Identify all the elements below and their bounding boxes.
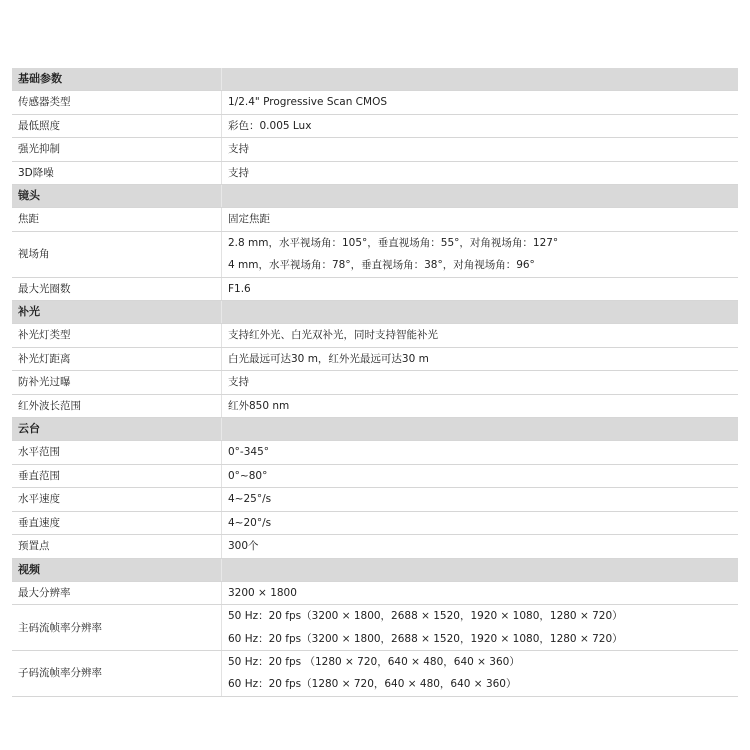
row-value: 300个 (222, 535, 739, 558)
table-row (12, 161, 738, 184)
row-label: 最低照度 (12, 114, 222, 137)
table-row (12, 114, 738, 137)
row-label: 传感器类型 (12, 91, 222, 114)
row-label: 垂直速度 (12, 511, 222, 534)
row-label: 强光抑制 (12, 138, 222, 161)
section-title: 视频 (12, 558, 222, 581)
row-value (222, 605, 739, 651)
table-row (12, 651, 738, 697)
table-row (12, 138, 738, 161)
row-value-line: 60 Hz：20 fps（1280 × 720，640 × 480，640 × 360） (228, 678, 517, 691)
table-row (12, 324, 738, 347)
section-title: 云台 (12, 418, 222, 441)
row-value: 4~20°/s (222, 511, 739, 534)
row-value (222, 231, 739, 277)
table-row (12, 441, 738, 464)
table-row (12, 208, 738, 231)
spec-table (12, 68, 738, 697)
row-label: 红外波长范围 (12, 394, 222, 417)
row-value (222, 651, 739, 697)
table-row (12, 581, 738, 604)
table-row (12, 488, 738, 511)
section-header-lens (12, 185, 738, 208)
row-label: 焦距 (12, 208, 222, 231)
table-row (12, 231, 738, 277)
row-value: 彩色：0.005 Lux (222, 114, 739, 137)
row-value-line: 50 Hz：20 fps（3200 × 1800，2688 × 1520，1920 × 1080，1280 × 720） (228, 610, 623, 623)
row-label: 子码流帧率分辨率 (12, 651, 222, 697)
row-label: 主码流帧率分辨率 (12, 605, 222, 651)
section-title: 补光 (12, 301, 222, 324)
row-value: 3200 × 1800 (222, 581, 739, 604)
section-header-video (12, 558, 738, 581)
section-spacer (222, 301, 739, 324)
table-row (12, 347, 738, 370)
section-spacer (222, 418, 739, 441)
row-label: 水平范围 (12, 441, 222, 464)
row-value: 白光最远可达30 m，红外光最远可达30 m (222, 347, 739, 370)
section-spacer (222, 185, 739, 208)
row-value-line: 4 mm，水平视场角：78°，垂直视场角：38°，对角视场角：96° (228, 259, 535, 272)
row-label: 最大光圈数 (12, 277, 222, 300)
row-label: 防补光过曝 (12, 371, 222, 394)
row-label: 补光灯距离 (12, 347, 222, 370)
section-title: 镜头 (12, 185, 222, 208)
section-spacer (222, 558, 739, 581)
section-title: 基础参数 (12, 68, 222, 91)
row-value: 0°-345° (222, 441, 739, 464)
row-value: 0°~80° (222, 464, 739, 487)
table-row (12, 394, 738, 417)
row-value-line: 60 Hz：20 fps（3200 × 1800，2688 × 1520，1920 × 1080，1280 × 720） (228, 632, 623, 645)
row-label: 补光灯类型 (12, 324, 222, 347)
row-value: 红外850 nm (222, 394, 739, 417)
row-label: 视场角 (12, 231, 222, 277)
table-row (12, 535, 738, 558)
row-value-line: 50 Hz：20 fps （1280 × 720，640 × 480，640 × 360） (228, 656, 520, 669)
table-row (12, 464, 738, 487)
row-label: 最大分辨率 (12, 581, 222, 604)
row-label: 预置点 (12, 535, 222, 558)
section-header-ptz (12, 418, 738, 441)
section-header-basic (12, 68, 738, 91)
table-row (12, 371, 738, 394)
section-spacer (222, 68, 739, 91)
table-row (12, 277, 738, 300)
row-label: 3D降噪 (12, 161, 222, 184)
row-value: 支持 (222, 161, 739, 184)
row-label: 水平速度 (12, 488, 222, 511)
row-value: 1/2.4" Progressive Scan CMOS (222, 91, 739, 114)
row-value: 4~25°/s (222, 488, 739, 511)
table-row (12, 91, 738, 114)
table-row (12, 605, 738, 651)
row-value-line: 2.8 mm，水平视场角：105°，垂直视场角：55°，对角视场角：127° (228, 236, 559, 249)
row-value: 支持 (222, 371, 739, 394)
row-value: 支持 (222, 138, 739, 161)
row-value: 固定焦距 (222, 208, 739, 231)
row-value: 支持红外光、白光双补光，同时支持智能补光 (222, 324, 739, 347)
row-label: 垂直范围 (12, 464, 222, 487)
table-row (12, 511, 738, 534)
section-header-fill (12, 301, 738, 324)
row-value: F1.6 (222, 277, 739, 300)
